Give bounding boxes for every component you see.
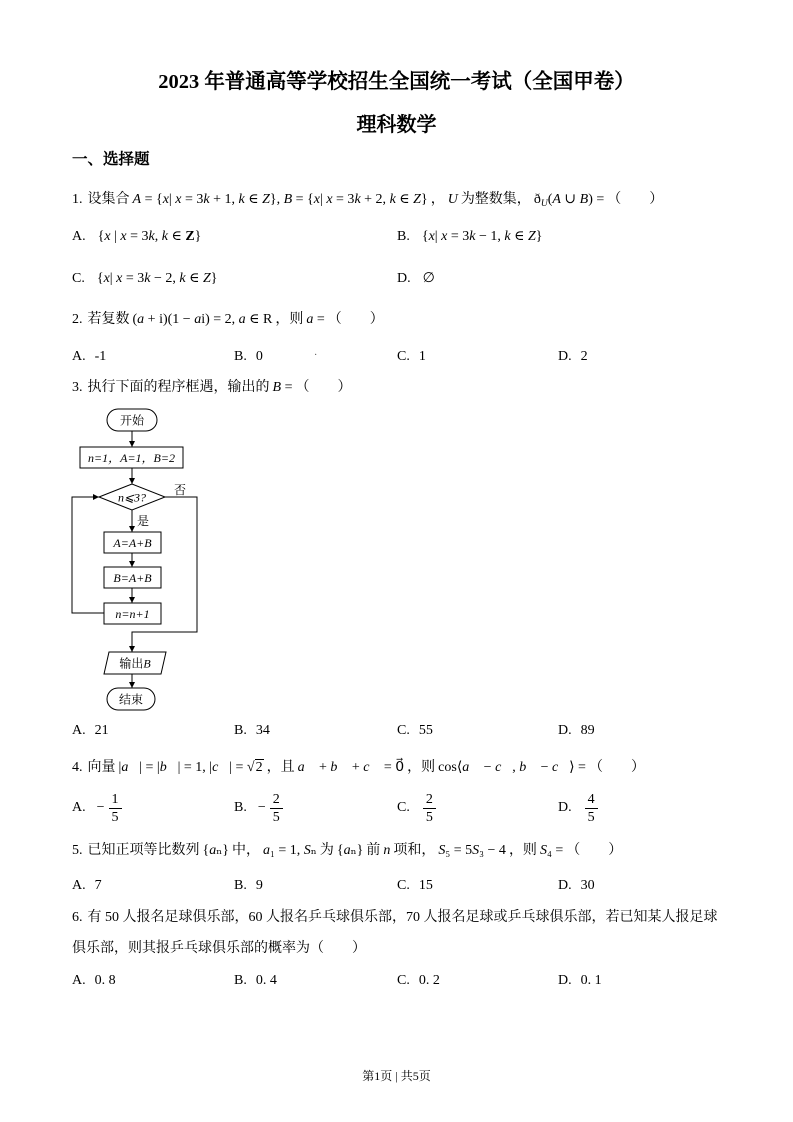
question-2: [72, 310, 384, 330]
math-variable: x: [104, 229, 111, 244]
option-label: A.: [72, 229, 86, 244]
complement-expression: (A ∪ B) =: [547, 192, 605, 207]
math-variable: x: [116, 271, 123, 286]
option-value: 7: [94, 878, 102, 893]
option-b: [234, 789, 283, 827]
math-variable: k: [354, 192, 361, 207]
math-variable: S: [472, 843, 480, 858]
option-value: {x | x = 3k, k ∈: [97, 229, 186, 244]
complement-symbol: ð: [533, 192, 541, 207]
question-5: [72, 841, 622, 861]
math-variable: k: [144, 271, 151, 286]
math-variable: B: [283, 192, 293, 207]
math-variable: x: [313, 192, 320, 207]
question-1: [72, 190, 663, 214]
section-heading: 一、选择题: [72, 151, 150, 168]
complement-subscript: [541, 199, 548, 209]
flow-start-label: 开始: [119, 413, 145, 428]
flowchart: [60, 400, 210, 715]
page-subtitle: 理科数学: [356, 114, 437, 136]
flow-init-label: n=1，A=1，B=2: [88, 451, 175, 465]
option-label: C.: [397, 349, 410, 364]
option-b: [234, 721, 270, 741]
option-label: B.: [234, 800, 247, 815]
option-label: D.: [397, 271, 411, 286]
flow-output-label: [119, 656, 151, 671]
option-d: [558, 347, 588, 367]
option-value: 0. 4: [255, 973, 277, 988]
option-a: [72, 876, 102, 896]
option-d: [558, 876, 595, 896]
option-label: D.: [558, 800, 572, 815]
math-variable: a: [137, 312, 145, 327]
question-text: ，: [430, 192, 445, 207]
math-variable: x: [428, 229, 435, 244]
index-variable: [383, 843, 390, 858]
option-label: C.: [397, 878, 410, 893]
question-number: 2.: [72, 312, 83, 327]
option-value: 0. 1: [580, 973, 602, 988]
fraction-numerator: 2: [423, 791, 436, 809]
math-variable: c⃗: [363, 760, 381, 775]
option-fraction: [270, 791, 283, 826]
option-label: A.: [72, 800, 86, 815]
option-label: A.: [72, 878, 86, 893]
fraction-numerator: 1: [109, 791, 122, 809]
option-label: B.: [234, 349, 247, 364]
option-label: B.: [234, 878, 247, 893]
math-variable: x: [326, 192, 333, 207]
target-sum: S₄ =: [539, 843, 564, 858]
question-text: ，则: [407, 760, 436, 775]
option-b: [234, 876, 263, 896]
option-c: [397, 971, 440, 991]
option-c: [397, 876, 433, 896]
option-value: 0. 2: [418, 973, 440, 988]
option-fraction: [109, 791, 122, 826]
option-label: A.: [72, 973, 86, 988]
radicand: 2: [255, 760, 263, 775]
option-fraction: [585, 791, 598, 826]
output-expression: B =: [272, 380, 293, 395]
integer-set-symbol: Z: [185, 229, 195, 244]
flow-step-label: n=n+1: [115, 607, 150, 621]
option-d: [558, 789, 598, 827]
math-variable: Z: [413, 192, 421, 207]
question-text: 俱乐部，则其报乒乓球俱乐部的概率为（ ）: [72, 941, 366, 956]
math-variable: a: [343, 843, 351, 858]
question-6-continued: [72, 939, 366, 959]
option-b: [397, 227, 545, 247]
flow-end-label: 结束: [118, 692, 144, 707]
option-a: [72, 789, 122, 827]
question-text: ，则: [275, 312, 304, 327]
answer-blank: （ ）: [607, 192, 664, 207]
option-value: 55: [418, 723, 433, 738]
option-value: -1: [94, 349, 107, 364]
option-label: C.: [397, 800, 410, 815]
option-value: 30: [580, 878, 595, 893]
option-label: A.: [72, 723, 86, 738]
fraction-denominator: 5: [587, 809, 595, 825]
question-number: 1.: [72, 192, 83, 207]
math-variable: a: [238, 312, 246, 327]
question-number: 5.: [72, 843, 83, 858]
question-text: ，则: [508, 843, 537, 858]
math-variable: Z: [262, 192, 270, 207]
math-variable: c⃗: [212, 760, 230, 775]
option-c: [397, 721, 433, 741]
math-variable: S: [303, 843, 311, 858]
option-value: ∅: [422, 271, 435, 286]
math-variable: U: [447, 192, 458, 207]
option-value: 15: [418, 878, 433, 893]
fraction-denominator: 5: [272, 809, 280, 825]
math-variable: a: [209, 843, 217, 858]
math-variable: A: [552, 192, 561, 207]
option-d: [558, 971, 602, 991]
math-variable: x: [162, 192, 169, 207]
option-c: [397, 789, 436, 827]
flow-output-variable: B: [143, 656, 151, 671]
math-variable: a⃗: [297, 760, 316, 775]
sequence-symbol: {aₙ}: [336, 843, 364, 858]
option-label: D.: [558, 349, 572, 364]
answer-blank: （ ）: [295, 380, 352, 395]
math-variable: k: [504, 229, 511, 244]
question-text: 已知正项等比数列: [87, 843, 200, 858]
universal-set: [448, 192, 458, 207]
math-variable: B: [272, 380, 282, 395]
question-6: [72, 908, 718, 928]
option-value: 0: [255, 349, 263, 364]
option-value: {x| x = 3k − 2, k ∈ Z}: [96, 271, 218, 286]
option-label: C.: [397, 973, 410, 988]
set-definitions: A = {x| x = 3k + 1, k ∈ Z}, B = {x| x = 3k + 2, k ∈ Z}: [132, 192, 428, 207]
option-a: [72, 721, 109, 741]
stray-dot: ·: [314, 350, 318, 361]
question-text: 设集合: [87, 192, 130, 207]
angle-expression: ⟨a⃗ − c⃗, b⃗ − c⃗⟩ =: [456, 760, 586, 775]
math-variable: x: [441, 229, 448, 244]
math-variable: B: [579, 192, 589, 207]
math-variable: c⃗: [495, 760, 513, 775]
math-variable: b⃗: [519, 760, 538, 775]
math-variable: k: [161, 229, 168, 244]
math-variable: x: [103, 271, 110, 286]
option-sign: −: [96, 800, 105, 815]
math-variable: n: [383, 843, 391, 858]
option-value: 21: [94, 723, 109, 738]
question-4: [72, 758, 645, 778]
answer-blank: （ ）: [566, 843, 623, 858]
question-3: [72, 378, 351, 398]
math-variable: a⃗: [121, 760, 140, 775]
math-variable: k: [148, 229, 155, 244]
question-text: 为整数集，: [460, 192, 531, 207]
option-label: B.: [234, 723, 247, 738]
cosine-function: cos: [438, 760, 457, 775]
page-title: 2023 年普通高等学校招生全国统一考试（全国甲卷）: [158, 71, 635, 93]
fraction-denominator: 5: [425, 809, 433, 825]
option-label: D.: [558, 723, 572, 738]
option-label: C.: [397, 723, 410, 738]
question-text: ，且: [266, 760, 295, 775]
option-label: B.: [234, 973, 247, 988]
option-value: 34: [255, 723, 270, 738]
option-d: [558, 721, 595, 741]
question-number: 3.: [72, 380, 83, 395]
question-text: 前: [366, 843, 381, 858]
question-text: 若复数: [87, 312, 130, 327]
option-value: 9: [255, 878, 263, 893]
flow-step-label: B=A+B: [113, 571, 152, 585]
option-label: A.: [72, 349, 86, 364]
math-variable: a: [194, 312, 202, 327]
sequence-condition: a₁ = 1, Sₙ: [263, 843, 317, 858]
math-variable: b⃗: [330, 760, 349, 775]
fraction-numerator: 4: [585, 791, 598, 809]
question-text: 有 50 人报名足球俱乐部，60 人报名乒乓球俱乐部，70 人报名足球或乒乓球俱乐部，若已知某人报足球: [87, 910, 718, 925]
math-variable: S: [438, 843, 446, 858]
math-variable: c⃗: [551, 760, 570, 775]
option-a: [72, 347, 106, 367]
question-number: 4.: [72, 760, 83, 775]
math-variable: x: [175, 192, 182, 207]
math-variable: x: [120, 229, 127, 244]
math-variable: b⃗: [159, 760, 178, 775]
math-variable: A: [132, 192, 142, 207]
math-variable: k: [203, 192, 210, 207]
question-text: 执行下面的程序框遇，输出的: [87, 380, 270, 395]
option-value: }: [194, 229, 202, 244]
option-d: [397, 269, 438, 289]
flow-yes-label: 是: [136, 514, 150, 528]
option-value: 1: [418, 349, 426, 364]
flow-loop-line: [72, 497, 104, 613]
math-variable: Z: [527, 229, 536, 244]
math-variable: k: [238, 192, 245, 207]
question-number: 6.: [72, 910, 83, 925]
fraction-numerator: 2: [270, 791, 283, 809]
option-c: [397, 347, 426, 367]
option-label: D.: [558, 878, 572, 893]
option-value: 0. 8: [94, 973, 116, 988]
vector-sum: a⃗ + b⃗ + c⃗ = 0⃗: [297, 760, 405, 775]
complex-equation: (a + i)(1 − ai) = 2, a ∈ R: [132, 312, 273, 327]
option-c: [72, 269, 220, 289]
fraction-denominator: 5: [111, 809, 119, 825]
option-label: B.: [397, 229, 410, 244]
option-value: 89: [580, 723, 595, 738]
sequence-symbol: {aₙ}: [202, 843, 230, 858]
math-variable: k: [389, 192, 396, 207]
math-variable: Z: [202, 271, 211, 286]
answer-blank: （ ）: [327, 312, 384, 327]
math-variable: U: [540, 199, 548, 209]
math-variable: k: [469, 229, 476, 244]
answer-blank: （ ）: [588, 760, 645, 775]
question-text: 中，: [232, 843, 261, 858]
math-variable: S: [539, 843, 547, 858]
option-sign: −: [257, 800, 266, 815]
math-variable: a: [263, 843, 271, 858]
question-text: 为: [319, 843, 334, 858]
question-text: 项和，: [393, 843, 436, 858]
option-label: D.: [558, 973, 572, 988]
option-fraction: [423, 791, 436, 826]
option-a: [72, 227, 204, 247]
math-variable: a: [306, 312, 314, 327]
sum-equation: S₅ = 5S₃ − 4: [438, 843, 506, 858]
page-footer: 第1页 | 共5页: [362, 1069, 431, 1083]
option-a: [72, 971, 116, 991]
math-variable: a⃗: [462, 760, 481, 775]
unknown-expression: a =: [306, 312, 325, 327]
flow-no-label: 否: [173, 483, 187, 497]
flow-condition-label: n⩽3?: [117, 490, 147, 505]
question-text: 向量: [87, 760, 116, 775]
option-label: C.: [72, 271, 85, 286]
flow-step-label: A=A+B: [113, 536, 152, 550]
option-b: [234, 347, 263, 367]
option-b: [234, 971, 277, 991]
flow-output-word: 输出: [119, 656, 144, 671]
vector-magnitudes: |a⃗| = |b⃗| = 1, |c⃗| = √: [118, 760, 255, 775]
option-value: {x| x = 3k − 1, k ∈ Z}: [421, 229, 543, 244]
math-variable: k: [179, 271, 186, 286]
option-value: 2: [580, 349, 588, 364]
